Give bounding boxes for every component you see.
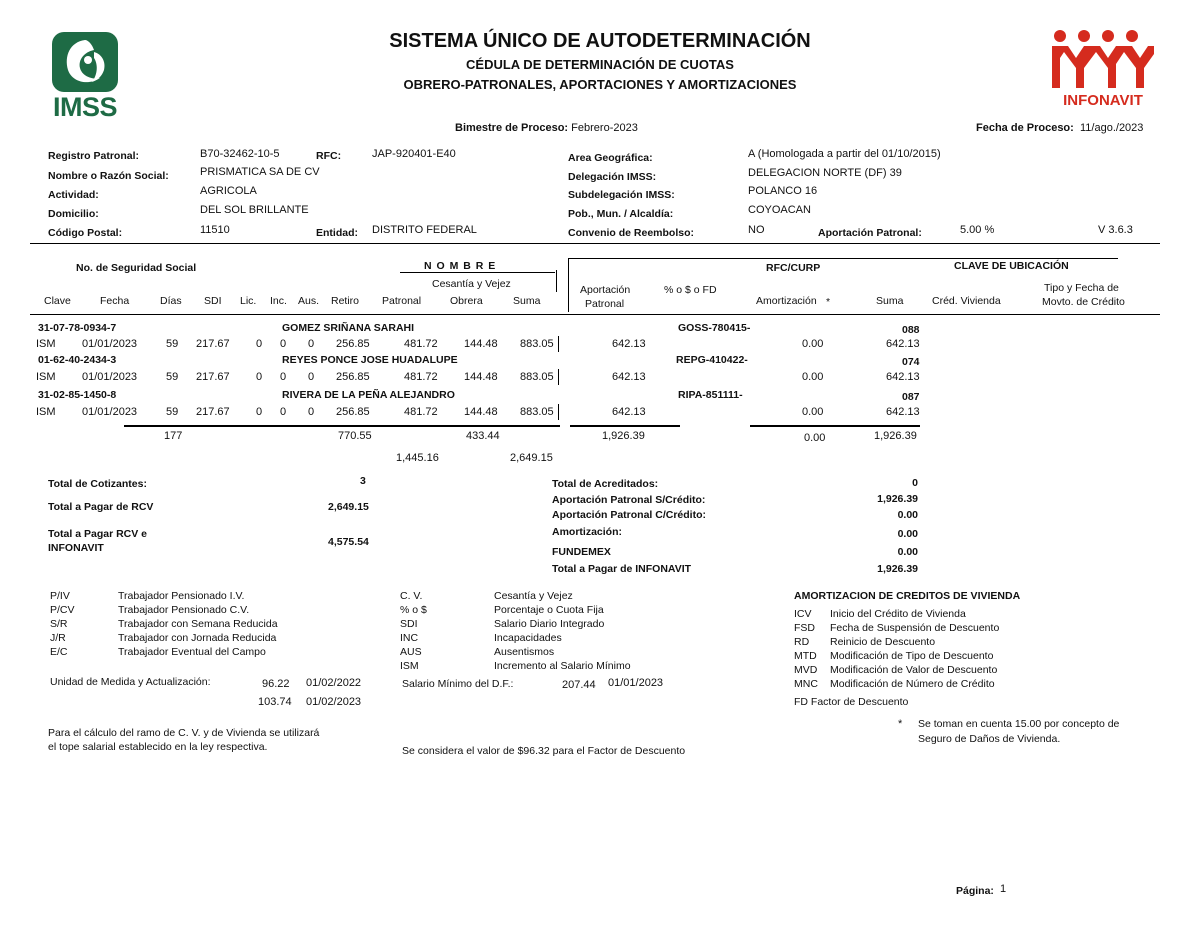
registro-value: B70-32462-10-5 bbox=[200, 148, 280, 160]
convenio-value: NO bbox=[748, 224, 765, 236]
th-tipo-fecha-1: Tipo y Fecha de bbox=[1044, 282, 1119, 294]
glossary-desc: Trabajador Pensionado C.V. bbox=[118, 604, 250, 616]
worker-lic: 0 bbox=[256, 406, 263, 418]
nombre-label: Nombre o Razón Social: bbox=[48, 170, 169, 182]
infonavit-house-icon bbox=[1048, 28, 1158, 92]
worker-retiro: 256.85 bbox=[336, 338, 370, 350]
th-nss: No. de Seguridad Social bbox=[76, 262, 197, 274]
note-star: * bbox=[898, 718, 903, 730]
note-left-2: el tope salarial establecido en la ley respectiva. bbox=[48, 741, 268, 753]
domicilio-label: Domicilio: bbox=[48, 208, 99, 220]
amort-fd: FD Factor de Descuento bbox=[794, 696, 909, 708]
pob-value: COYOACAN bbox=[748, 204, 811, 216]
worker-suma2: 642.13 bbox=[886, 406, 920, 418]
rcv-inf-value: 4,575.54 bbox=[328, 536, 369, 548]
worker-patronal: 481.72 bbox=[404, 371, 438, 383]
domicilio-value: DEL SOL BRILLANTE bbox=[200, 204, 309, 216]
aportacion-value: 5.00 % bbox=[960, 224, 995, 236]
worker-dias: 59 bbox=[166, 371, 179, 383]
actividad-value: AGRICOLA bbox=[200, 185, 257, 197]
th-nombre: N O M B R E bbox=[424, 260, 497, 272]
total-patronal: 1,445.16 bbox=[396, 452, 439, 464]
header-top-line bbox=[568, 258, 1118, 259]
th-aportacion-1: Aportación bbox=[580, 284, 631, 296]
worker-nombre: RIVERA DE LA PEÑA ALEJANDRO bbox=[282, 389, 455, 401]
entidad-value: DISTRITO FEDERAL bbox=[372, 224, 477, 236]
note-right-2: Seguro de Daños de Vivienda. bbox=[918, 733, 1061, 745]
th-patronal: Patronal bbox=[382, 295, 422, 307]
total-line-1 bbox=[124, 425, 560, 427]
worker-rfc: REPG-410422- bbox=[676, 354, 748, 366]
entidad-label: Entidad: bbox=[316, 227, 358, 239]
worker-suma: 883.05 bbox=[520, 406, 554, 418]
total-line-2 bbox=[570, 425, 680, 427]
fecha-proceso-label: Fecha de Proceso: bbox=[976, 122, 1074, 134]
infonavit-logo bbox=[1048, 28, 1158, 108]
worker-retiro: 256.85 bbox=[336, 371, 370, 383]
glossary-code: ISM bbox=[400, 660, 419, 672]
sc-label: Aportación Patronal S/Crédito: bbox=[552, 494, 706, 506]
worker-nss: 01-62-40-2434-3 bbox=[38, 354, 117, 366]
sc-value: 1,926.39 bbox=[877, 493, 918, 505]
th-cred-vivienda: Créd. Vivienda bbox=[932, 295, 1001, 307]
page-number: 1 bbox=[1000, 883, 1007, 895]
total-retiro: 770.55 bbox=[338, 430, 372, 442]
worker-amortizacion: 0.00 bbox=[802, 338, 824, 350]
amort-desc: Inicio del Crédito de Vivienda bbox=[830, 608, 966, 620]
th-suma2: Suma bbox=[876, 295, 904, 307]
total-suma2: 1,926.39 bbox=[874, 430, 917, 442]
divider-top bbox=[30, 243, 1160, 244]
glossary-desc: Ausentismos bbox=[494, 646, 555, 658]
worker-obrera: 144.48 bbox=[464, 338, 498, 350]
worker-nss: 31-07-78-0934-7 bbox=[38, 322, 117, 334]
th-aportacion-2: Patronal bbox=[585, 298, 625, 310]
cp-label: Código Postal: bbox=[48, 227, 123, 239]
glossary-desc: Cesantía y Vejez bbox=[494, 590, 573, 602]
page-title: SISTEMA ÚNICO DE AUTODETERMINACIÓN bbox=[389, 30, 811, 52]
glossary-code: S/R bbox=[50, 618, 68, 630]
delegacion-value: DELEGACION NORTE (DF) 39 bbox=[748, 167, 902, 179]
version: V 3.6.3 bbox=[1098, 224, 1133, 236]
total-suma: 2,649.15 bbox=[510, 452, 553, 464]
uma-value-2: 103.74 bbox=[258, 696, 292, 708]
cc-value: 0.00 bbox=[897, 509, 918, 521]
th-rfc-curp: RFC/CURP bbox=[766, 262, 821, 274]
glossary-code: C. V. bbox=[400, 590, 423, 602]
total-inf-label: Total a Pagar de INFONAVIT bbox=[552, 563, 692, 575]
worker-aportacion: 642.13 bbox=[612, 406, 646, 418]
worker-nombre: GOMEZ SRIÑANA SARAHI bbox=[282, 322, 415, 334]
worker-aus: 0 bbox=[308, 371, 315, 383]
row-separator bbox=[558, 336, 559, 352]
th-pct-fd: % o $ o FD bbox=[664, 284, 717, 296]
worker-sdi: 217.67 bbox=[196, 406, 230, 418]
page-subtitle-2: OBRERO-PATRONALES, APORTACIONES Y AMORTIZACIONES bbox=[403, 77, 797, 92]
glossary-desc: Trabajador Eventual del Campo bbox=[118, 646, 266, 658]
worker-aus: 0 bbox=[308, 406, 315, 418]
total-inf-value: 1,926.39 bbox=[877, 563, 918, 575]
registro-label: Registro Patronal: bbox=[48, 150, 140, 162]
fecha-proceso-value: 11/ago./2023 bbox=[1080, 122, 1144, 134]
worker-aportacion: 642.13 bbox=[612, 338, 646, 350]
salario-value: 207.44 bbox=[562, 679, 596, 691]
page-label: Página: bbox=[956, 885, 994, 897]
pob-label: Pob., Mun. / Alcaldía: bbox=[568, 208, 674, 220]
worker-fecha: 01/01/2023 bbox=[82, 406, 138, 418]
glossary-desc: Trabajador Pensionado I.V. bbox=[118, 590, 245, 602]
rcv-value: 2,649.15 bbox=[328, 501, 369, 513]
amort-desc: Modificación de Valor de Descuento bbox=[830, 664, 998, 676]
area-value: A (Homologada a partir del 01/10/2015) bbox=[748, 148, 941, 160]
total-dias: 177 bbox=[164, 430, 183, 442]
worker-sdi: 217.67 bbox=[196, 371, 230, 383]
worker-patronal: 481.72 bbox=[404, 338, 438, 350]
total-obrera: 433.44 bbox=[466, 430, 500, 442]
rcv-inf-label-1: Total a Pagar RCV e bbox=[48, 528, 148, 540]
worker-suma: 883.05 bbox=[520, 338, 554, 350]
worker-nombre: REYES PONCE JOSE HUADALUPE bbox=[282, 354, 458, 366]
area-label: Area Geográfica: bbox=[568, 152, 653, 164]
rcv-inf-label-2: INFONAVIT bbox=[48, 542, 104, 554]
page-subtitle-1: CÉDULA DE DETERMINACIÓN DE CUOTAS bbox=[466, 57, 734, 72]
total-amortizacion: 0.00 bbox=[804, 432, 826, 444]
glossary-desc: Salario Diario Integrado bbox=[494, 618, 605, 630]
worker-suma2: 642.13 bbox=[886, 338, 920, 350]
amort-code: MNC bbox=[794, 678, 818, 690]
worker-rfc: RIPA-851111- bbox=[678, 389, 743, 401]
glossary-code: P/CV bbox=[50, 604, 75, 616]
worker-clave: ISM bbox=[36, 338, 56, 350]
th-retiro: Retiro bbox=[331, 295, 360, 307]
fundemex-label: FUNDEMEX bbox=[552, 546, 611, 558]
amort-code: ICV bbox=[794, 608, 812, 620]
acreditados-value: 0 bbox=[912, 477, 918, 489]
header-vbar-1 bbox=[556, 270, 557, 292]
amort-desc: Reinicio de Descuento bbox=[830, 636, 936, 648]
amort-code: MVD bbox=[794, 664, 818, 676]
glossary-code: INC bbox=[400, 632, 419, 644]
imss-logo bbox=[48, 30, 122, 122]
cp-value: 11510 bbox=[200, 224, 230, 236]
th-suma: Suma bbox=[513, 295, 541, 307]
amort-label: Amortización: bbox=[552, 526, 623, 538]
th-asterisk: * bbox=[826, 296, 831, 308]
amort-desc: Modificación de Tipo de Descuento bbox=[830, 650, 994, 662]
uma-value-1: 96.22 bbox=[262, 678, 290, 690]
cotizantes-label: Total de Cotizantes: bbox=[48, 478, 147, 490]
worker-aportacion: 642.13 bbox=[612, 371, 646, 383]
cotizantes-value: 3 bbox=[360, 475, 366, 487]
subdelegacion-value: POLANCO 16 bbox=[748, 185, 818, 197]
glossary-code: % o $ bbox=[400, 604, 427, 616]
worker-obrera: 144.48 bbox=[464, 406, 498, 418]
th-cesantia: Cesantía y Vejez bbox=[432, 278, 511, 290]
worker-amortizacion: 0.00 bbox=[802, 371, 824, 383]
worker-ubicacion: 088 bbox=[902, 324, 920, 336]
amort-code: MTD bbox=[794, 650, 817, 662]
amort-code: RD bbox=[794, 636, 810, 648]
note-mid: Se considera el valor de $96.32 para el Factor de Descuento bbox=[402, 745, 686, 757]
bimestre bbox=[455, 122, 638, 134]
bimestre-value: Febrero-2023 bbox=[571, 122, 638, 134]
th-obrera: Obrera bbox=[450, 295, 483, 307]
note-right-1: Se toman en cuenta 15.00 por concepto de bbox=[918, 718, 1120, 730]
worker-clave: ISM bbox=[36, 371, 56, 383]
worker-clave: ISM bbox=[36, 406, 56, 418]
worker-amortizacion: 0.00 bbox=[802, 406, 824, 418]
uma-date-1: 01/02/2022 bbox=[306, 677, 362, 689]
uma-date-2: 01/02/2023 bbox=[306, 696, 362, 708]
worker-lic: 0 bbox=[256, 371, 263, 383]
glossary-code: J/R bbox=[50, 632, 66, 644]
worker-obrera: 144.48 bbox=[464, 371, 498, 383]
th-sdi: SDI bbox=[204, 295, 222, 307]
amort-value: 0.00 bbox=[897, 528, 918, 540]
cesantia-top-line bbox=[400, 272, 555, 273]
worker-lic: 0 bbox=[256, 338, 263, 350]
worker-inc: 0 bbox=[280, 338, 287, 350]
th-fecha: Fecha bbox=[100, 295, 130, 307]
worker-fecha: 01/01/2023 bbox=[82, 371, 138, 383]
uma-label: Unidad de Medida y Actualización: bbox=[50, 676, 211, 688]
header-bottom-line bbox=[30, 314, 1160, 315]
worker-dias: 59 bbox=[166, 406, 179, 418]
row-separator bbox=[558, 369, 559, 385]
glossary-code: E/C bbox=[50, 646, 68, 658]
cc-label: Aportación Patronal C/Crédito: bbox=[552, 509, 707, 521]
total-line-3 bbox=[750, 425, 920, 427]
glossary-desc: Porcentaje o Cuota Fija bbox=[494, 604, 604, 616]
salario-date: 01/01/2023 bbox=[608, 677, 664, 689]
th-dias: Días bbox=[160, 295, 182, 307]
glossary-code: SDI bbox=[400, 618, 418, 630]
rfc-value: JAP-920401-E40 bbox=[372, 148, 456, 160]
amort-desc: Fecha de Suspensión de Descuento bbox=[830, 622, 1000, 634]
worker-suma2: 642.13 bbox=[886, 371, 920, 383]
rfc-label: RFC: bbox=[316, 150, 342, 162]
aportacion-label: Aportación Patronal: bbox=[818, 227, 922, 239]
salario-label: Salario Mínimo del D.F.: bbox=[402, 678, 514, 690]
glossary-desc: Trabajador con Jornada Reducida bbox=[118, 632, 277, 644]
worker-retiro: 256.85 bbox=[336, 406, 370, 418]
infonavit-logo-text: INFONAVIT bbox=[1063, 92, 1143, 109]
worker-suma: 883.05 bbox=[520, 371, 554, 383]
acreditados-label: Total de Acreditados: bbox=[552, 478, 659, 490]
bimestre-label: Bimestre de Proceso: bbox=[455, 122, 569, 134]
amort-desc: Modificación de Número de Crédito bbox=[830, 678, 995, 690]
header-vbar-2 bbox=[568, 258, 569, 312]
glossary-desc: Trabajador con Semana Reducida bbox=[118, 618, 278, 630]
worker-nss: 31-02-85-1450-8 bbox=[38, 389, 117, 401]
glossary-desc: Incapacidades bbox=[494, 632, 562, 644]
worker-rfc: GOSS-780415- bbox=[678, 322, 751, 334]
th-inc: Inc. bbox=[270, 295, 287, 307]
nombre-value: PRISMATICA SA DE CV bbox=[200, 166, 320, 178]
note-left-1: Para el cálculo del ramo de C. V. y de Vivienda se utilizará bbox=[48, 727, 320, 739]
worker-inc: 0 bbox=[280, 371, 287, 383]
worker-inc: 0 bbox=[280, 406, 287, 418]
actividad-label: Actividad: bbox=[48, 189, 99, 201]
th-tipo-fecha-2: Movto. de Crédito bbox=[1042, 296, 1125, 308]
amort-code: FSD bbox=[794, 622, 815, 634]
worker-ubicacion: 074 bbox=[902, 356, 920, 368]
worker-dias: 59 bbox=[166, 338, 179, 350]
th-clave: Clave bbox=[44, 295, 71, 307]
convenio-label: Convenio de Reembolso: bbox=[568, 227, 695, 239]
worker-patronal: 481.72 bbox=[404, 406, 438, 418]
row-separator bbox=[558, 404, 559, 420]
rcv-label: Total a Pagar de RCV bbox=[48, 501, 154, 513]
th-aus: Aus. bbox=[298, 295, 320, 307]
fundemex-value: 0.00 bbox=[897, 546, 918, 558]
worker-aus: 0 bbox=[308, 338, 315, 350]
subdelegacion-label: Subdelegación IMSS: bbox=[568, 189, 675, 201]
total-aportacion: 1,926.39 bbox=[602, 430, 645, 442]
delegacion-label: Delegación IMSS: bbox=[568, 171, 657, 183]
th-amortizacion: Amortización bbox=[756, 295, 817, 307]
glossary-code: P/IV bbox=[50, 590, 70, 602]
amortizacion-title: AMORTIZACION DE CREDITOS DE VIVIENDA bbox=[794, 590, 1021, 602]
worker-fecha: 01/01/2023 bbox=[82, 338, 138, 350]
glossary-desc: Incremento al Salario Mínimo bbox=[494, 660, 631, 672]
imss-logo-text: IMSS bbox=[52, 92, 117, 122]
glossary-code: AUS bbox=[400, 646, 422, 658]
th-lic: Lic. bbox=[240, 295, 257, 307]
worker-sdi: 217.67 bbox=[196, 338, 230, 350]
th-clave-ubicacion: CLAVE DE UBICACIÓN bbox=[954, 260, 1069, 272]
worker-ubicacion: 087 bbox=[902, 391, 920, 403]
